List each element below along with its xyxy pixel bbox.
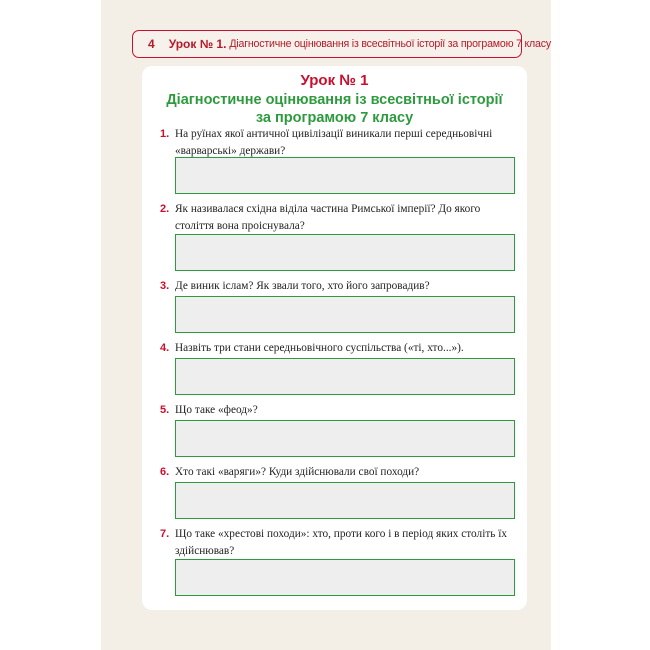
- question-7: [160, 526, 522, 560]
- answer-box-2[interactable]: [175, 234, 515, 271]
- question-1: [160, 126, 522, 160]
- question-text: Де виник іслам? Як звали того, хто його запровадив?: [175, 280, 430, 292]
- subtitle-line-1: Діагностичне оцінювання із всесвітньої історії: [166, 92, 503, 108]
- question-number: 2.: [160, 203, 170, 215]
- question-5: [160, 402, 522, 419]
- question-text: Що таке «феод»?: [175, 404, 258, 416]
- question-number: 3.: [160, 280, 170, 292]
- lesson-subtitle: [142, 91, 527, 127]
- page-number: 4: [148, 37, 155, 51]
- answer-box-7[interactable]: [175, 559, 515, 596]
- question-number: 7.: [160, 528, 170, 540]
- header-topic: Діагностичне оцінювання із всесвітньої історії за програмою 7 класу: [229, 38, 551, 50]
- page-header: [132, 30, 551, 58]
- question-number: 6.: [160, 466, 170, 478]
- question-text: Як називалася східна віділа частина Римської імперії? До якого століття вона проіснувала?: [175, 203, 481, 232]
- subtitle-line-2: за програмою 7 класу: [255, 110, 414, 126]
- header-lesson: Урок № 1.: [168, 37, 227, 51]
- question-number: 5.: [160, 404, 170, 416]
- question-text: Що таке «хрестові походи»: хто, проти кого і в період яких століть їх здійснював?: [175, 528, 508, 557]
- question-4: [160, 340, 522, 357]
- question-text: Хто такі «варяги»? Куди здійснювали свої походи?: [175, 466, 420, 478]
- answer-box-6[interactable]: [175, 482, 515, 519]
- question-number: 1.: [160, 128, 170, 140]
- question-2: [160, 201, 522, 235]
- question-text: На руїнах якої античної цивілізації виникали перші середньовічні «варварські» держави?: [175, 128, 493, 157]
- answer-box-4[interactable]: [175, 358, 515, 395]
- question-text: Назвіть три стани середньовічного суспільства («ті, хто...»).: [175, 342, 464, 354]
- question-number: 4.: [160, 342, 170, 354]
- answer-box-5[interactable]: [175, 420, 515, 457]
- answer-box-1[interactable]: [175, 157, 515, 194]
- answer-box-3[interactable]: [175, 296, 515, 333]
- question-3: [160, 278, 522, 295]
- lesson-title: Урок № 1: [300, 72, 369, 89]
- question-6: [160, 464, 522, 481]
